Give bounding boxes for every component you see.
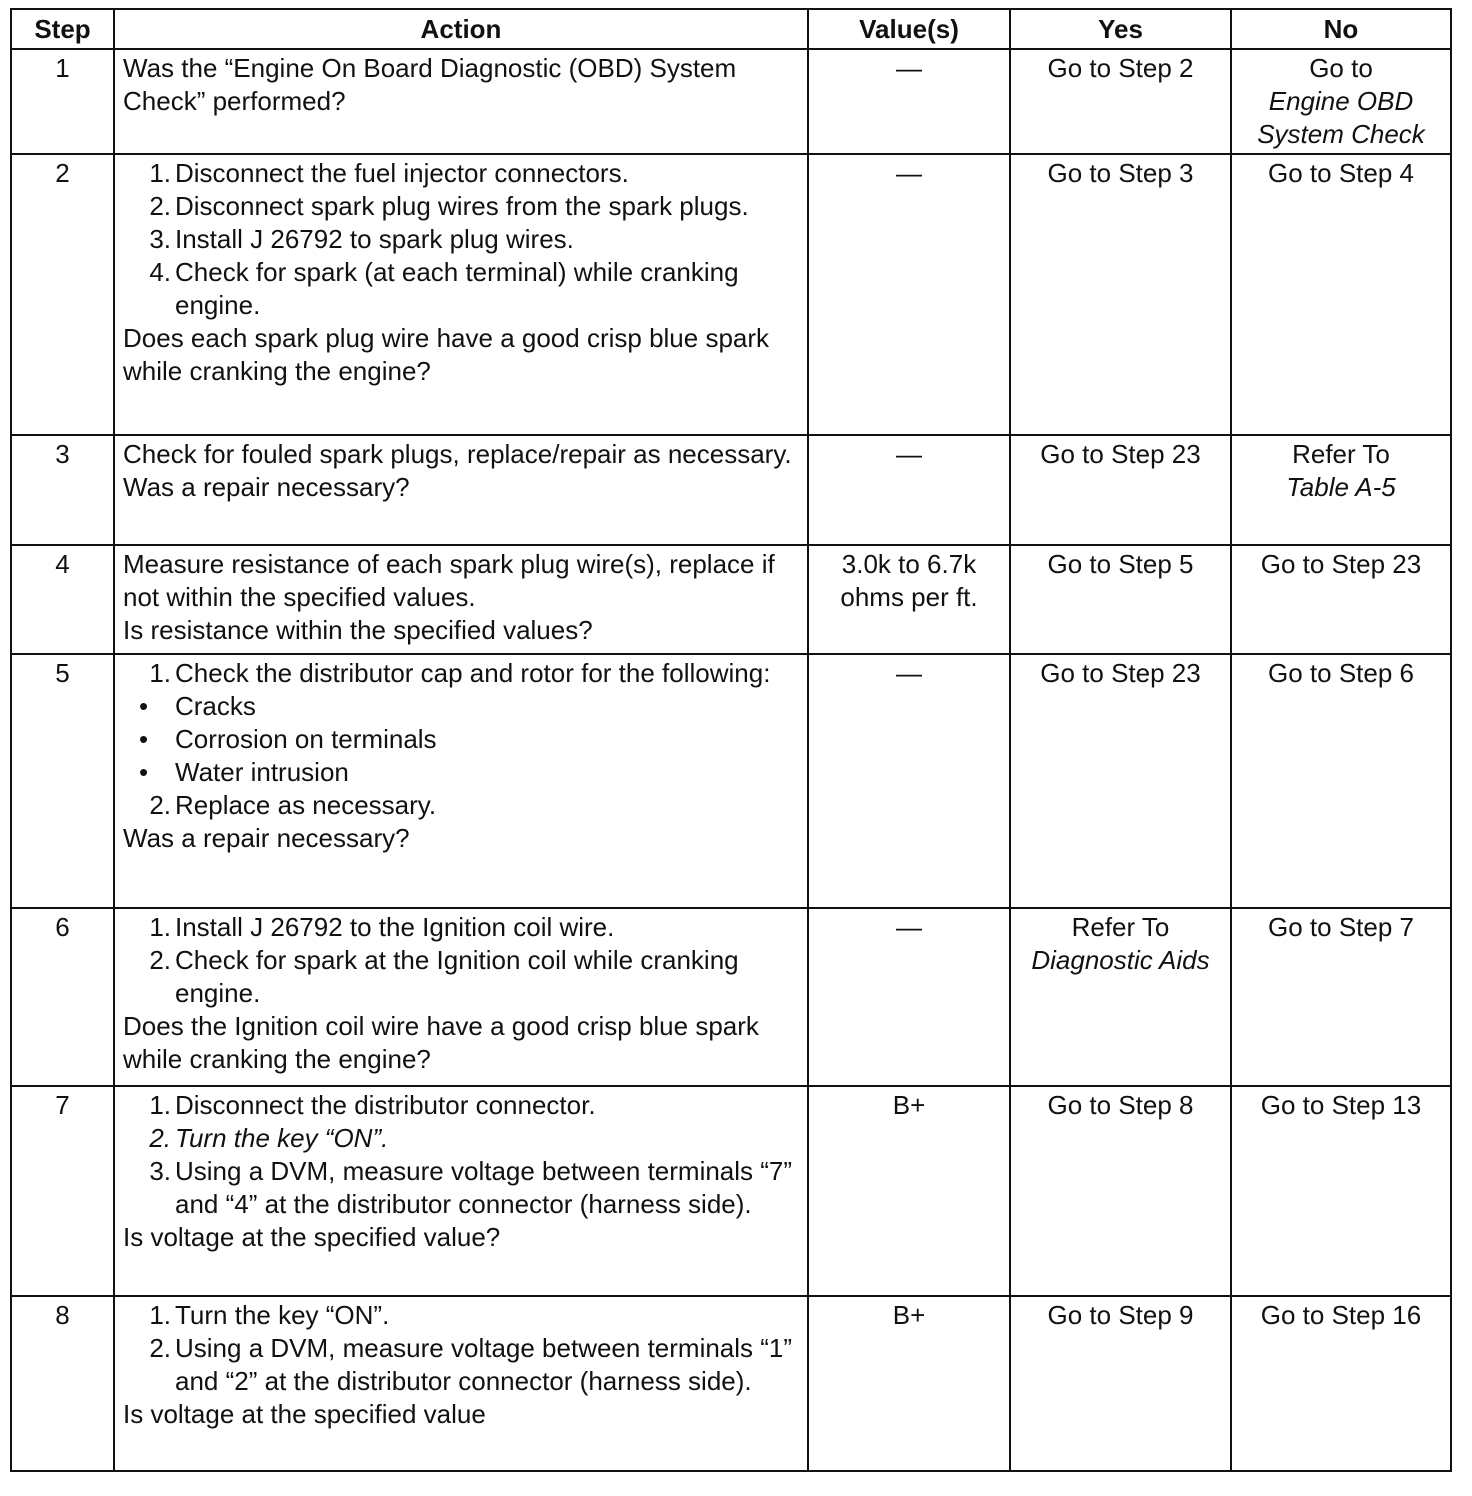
value-cell <box>808 435 1010 545</box>
bullet-item: • Cracks <box>139 691 256 721</box>
bullet-item: • Water intrusion <box>139 757 349 787</box>
list-item: 3. Install J 26792 to spark plug wires. <box>149 224 574 254</box>
no-cell <box>1231 49 1451 154</box>
header-values: Value(s) <box>808 9 1010 49</box>
list-item: 4. Check for spark (at each terminal) while cranking engine. <box>149 257 739 320</box>
action-text: Measure resistance of each spark plug wire(s), replace if not within the specified values. <box>123 549 775 612</box>
list-item: 2. Turn the key “ON”. <box>149 1123 389 1153</box>
question-text: Is resistance within the specified values? <box>123 615 593 645</box>
value-text: B+ <box>892 1090 926 1120</box>
table-row <box>11 49 1451 154</box>
action-text: Was the “Engine On Board Diagnostic (OBD) System Check” performed? <box>123 53 737 116</box>
action-cell <box>114 1086 808 1296</box>
yes-text: Go to Step 23 <box>1040 658 1201 688</box>
table-row <box>11 435 1451 545</box>
yes-cell <box>1010 1296 1231 1471</box>
value-cell <box>808 154 1010 435</box>
action-cell <box>114 49 808 154</box>
action-text: Check for fouled spark plugs, replace/repair as necessary. <box>123 439 792 469</box>
value-text: — <box>896 53 922 83</box>
list-item: 3. Using a DVM, measure voltage between terminals “7” and “4” at the distributor connector (harness side). <box>149 1156 793 1219</box>
action-cell <box>114 545 808 654</box>
yes-cell <box>1010 435 1231 545</box>
list-item: 2. Using a DVM, measure voltage between terminals “1” and “2” at the distributor connector (harness side). <box>149 1333 793 1396</box>
value-text: 3.0k to 6.7k ohms per ft. <box>840 549 978 612</box>
header-step: Step <box>11 9 114 49</box>
header-action: Action <box>114 9 808 49</box>
no-text-line: Refer To <box>1292 439 1390 469</box>
header-no: No <box>1231 9 1451 49</box>
value-cell <box>808 1086 1010 1296</box>
diagnostic-table-container <box>10 8 1452 1472</box>
yes-text: Go to Step 5 <box>1047 549 1194 579</box>
no-text-line: Go to <box>1309 53 1373 83</box>
yes-text: Go to Step 23 <box>1040 439 1201 469</box>
step-number: 6 <box>11 908 114 1086</box>
table-row <box>11 1296 1451 1471</box>
no-cell <box>1231 654 1451 908</box>
no-cell <box>1231 908 1451 1086</box>
no-text: Go to Step 16 <box>1260 1300 1422 1330</box>
yes-cell <box>1010 154 1231 435</box>
yes-text-line: Diagnostic Aids <box>1031 945 1210 975</box>
value-text: B+ <box>892 1300 926 1330</box>
no-cell <box>1231 1086 1451 1296</box>
no-text: Go to Step 13 <box>1260 1090 1422 1120</box>
step-number: 4 <box>11 545 114 654</box>
yes-text-line: Refer To <box>1071 912 1170 942</box>
yes-text: Go to Step 9 <box>1047 1300 1194 1330</box>
yes-cell <box>1010 654 1231 908</box>
header-yes: Yes <box>1010 9 1231 49</box>
value-text: — <box>896 658 922 688</box>
table-row <box>11 545 1451 654</box>
value-cell <box>808 908 1010 1086</box>
yes-text: Go to Step 8 <box>1047 1090 1194 1120</box>
yes-cell <box>1010 1086 1231 1296</box>
value-cell <box>808 1296 1010 1471</box>
action-cell <box>114 908 808 1086</box>
yes-cell <box>1010 545 1231 654</box>
no-text: Go to Step 6 <box>1268 658 1414 688</box>
action-cell <box>114 654 808 908</box>
table-row <box>11 654 1451 908</box>
yes-text: Go to Step 3 <box>1047 158 1194 188</box>
table-row <box>11 154 1451 435</box>
list-item: 1. Disconnect the fuel injector connectors. <box>149 158 629 188</box>
list-item: 2. Replace as necessary. <box>149 790 437 820</box>
action-cell <box>114 1296 808 1471</box>
no-text: Go to Step 7 <box>1268 912 1414 942</box>
no-cell <box>1231 545 1451 654</box>
no-cell <box>1231 1296 1451 1471</box>
question-text: Is voltage at the specified value? <box>123 1222 501 1252</box>
question-text: Was a repair necessary? <box>123 823 410 853</box>
list-item: 1. Turn the key “ON”. <box>149 1300 390 1330</box>
value-cell <box>808 545 1010 654</box>
yes-cell <box>1010 908 1231 1086</box>
step-number: 8 <box>11 1296 114 1471</box>
action-cell <box>114 154 808 435</box>
action-cell <box>114 435 808 545</box>
value-cell <box>808 654 1010 908</box>
list-item: 1. Check the distributor cap and rotor for the following: <box>149 658 771 688</box>
value-text: — <box>896 439 922 469</box>
diagnostic-table <box>10 8 1452 1472</box>
yes-cell <box>1010 49 1231 154</box>
value-text: — <box>896 912 922 942</box>
value-cell <box>808 49 1010 154</box>
question-text: Does each spark plug wire have a good crisp blue spark while cranking the engine? <box>123 323 770 386</box>
header-row <box>11 9 1451 49</box>
question-text: Was a repair necessary? <box>123 472 410 502</box>
question-text: Does the Ignition coil wire have a good crisp blue spark while cranking the engine? <box>123 1011 759 1074</box>
list-item: 1. Install J 26792 to the Ignition coil wire. <box>149 912 615 942</box>
yes-text: Go to Step 2 <box>1047 53 1194 83</box>
list-item: 2. Check for spark at the Ignition coil while cranking engine. <box>149 945 739 1008</box>
no-cell <box>1231 435 1451 545</box>
table-row <box>11 1086 1451 1296</box>
step-number: 3 <box>11 435 114 545</box>
bullet-item: • Corrosion on terminals <box>139 724 437 754</box>
no-text-line: Engine OBD <box>1268 86 1414 116</box>
step-number: 1 <box>11 49 114 154</box>
no-text: Go to Step 23 <box>1260 549 1422 579</box>
list-item: 1. Disconnect the distributor connector. <box>149 1090 596 1120</box>
step-number: 2 <box>11 154 114 435</box>
table-row <box>11 908 1451 1086</box>
no-text-line: Table A-5 <box>1286 472 1396 502</box>
no-text-line: System Check <box>1257 119 1425 149</box>
list-item: 2. Disconnect spark plug wires from the spark plugs. <box>149 191 749 221</box>
step-number: 7 <box>11 1086 114 1296</box>
no-text: Go to Step 4 <box>1268 158 1414 188</box>
step-number: 5 <box>11 654 114 908</box>
question-text: Is voltage at the specified value <box>123 1399 486 1429</box>
value-text: — <box>896 158 922 188</box>
no-cell <box>1231 154 1451 435</box>
